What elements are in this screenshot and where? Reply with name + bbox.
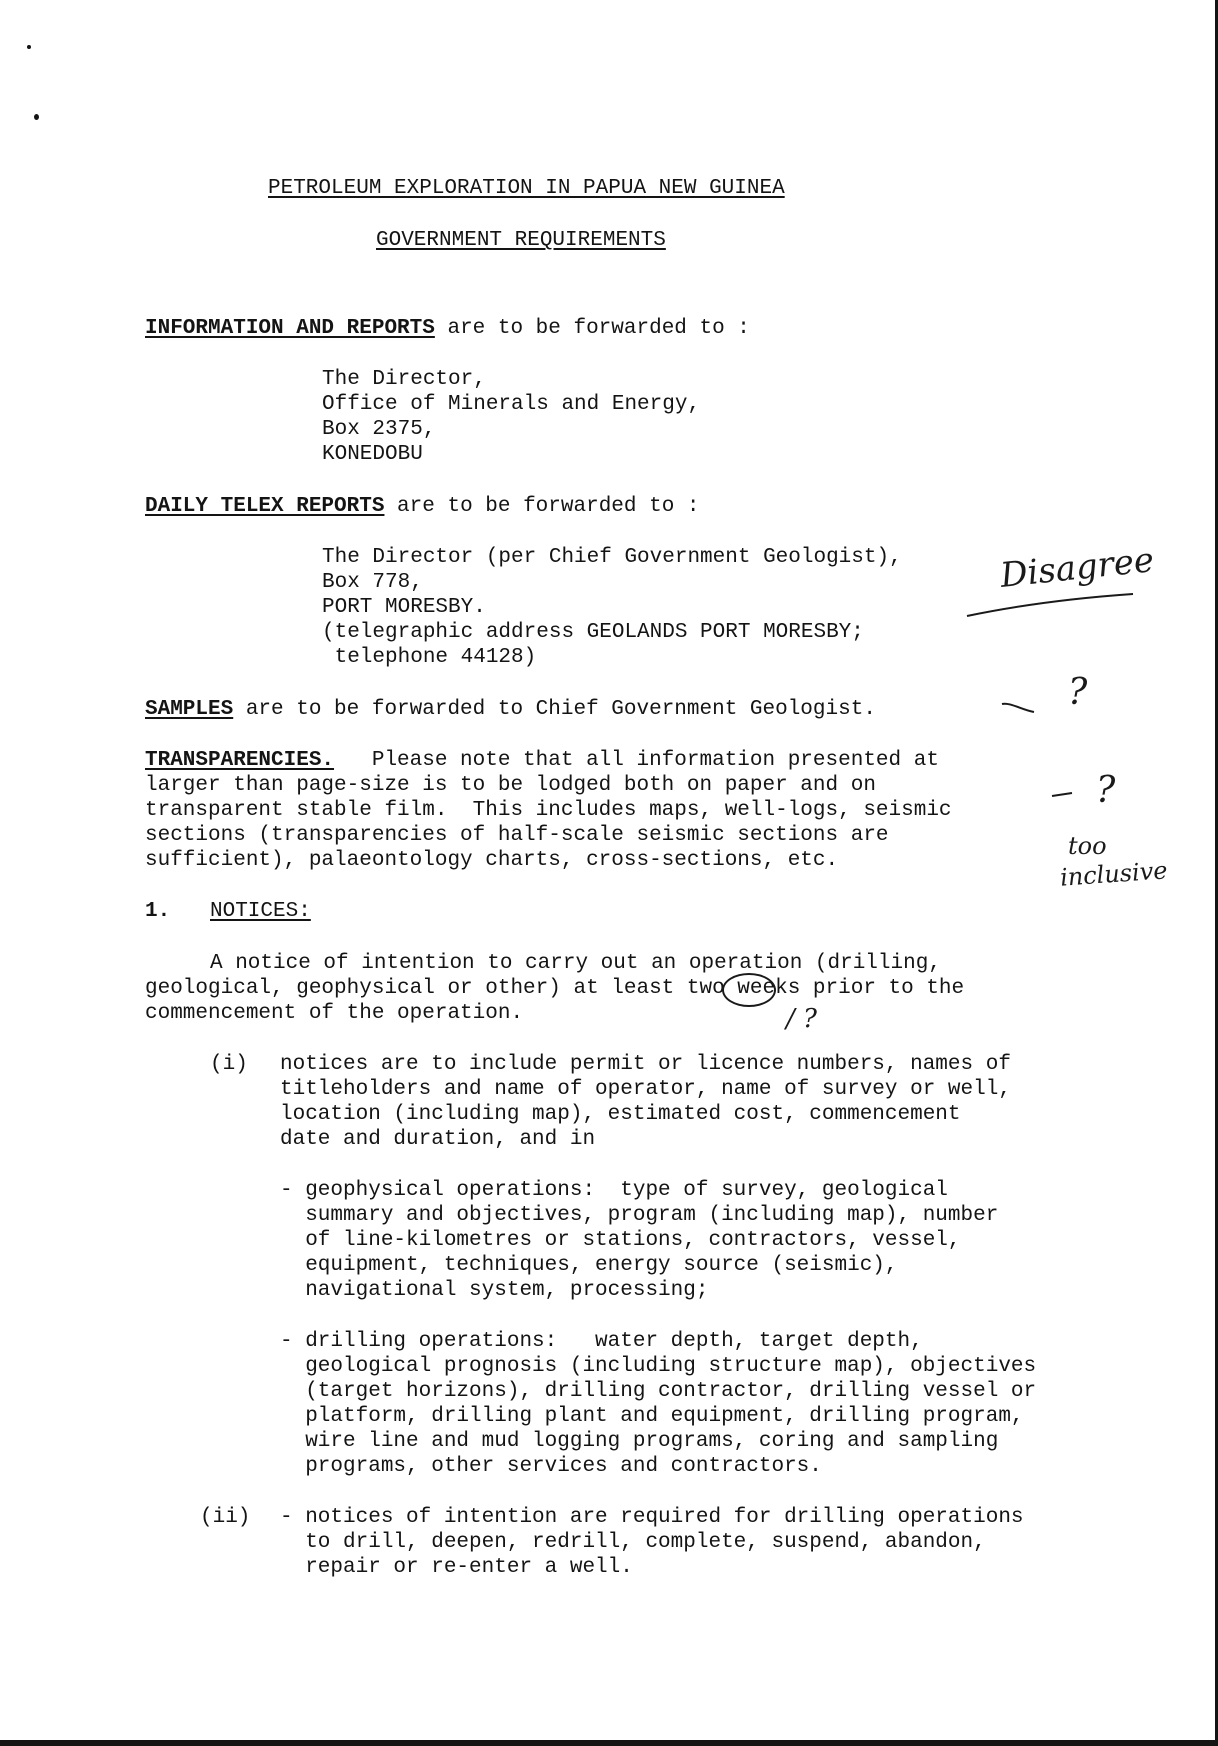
transparencies-line	[145, 748, 939, 773]
transparencies-text: transparent stable film. This includes maps, well-logs, seismic	[145, 799, 952, 822]
geophysical-line: equipment, techniques, energy source (seismic),	[280, 1254, 898, 1277]
telex-address-line: (telegraphic address GEOLANDS PORT MORESBY;	[322, 621, 864, 644]
drilling-line: (target horizons), drilling contractor, drilling vessel or	[280, 1380, 1037, 1403]
handwritten-question-mark: / ?	[786, 1004, 817, 1034]
drilling-line: wire line and mud logging programs, coring and sampling	[280, 1430, 999, 1453]
item-ii-label: (ii)	[200, 1506, 251, 1529]
transparencies-text: sufficient), palaeontology charts, cross-sections, etc.	[145, 849, 839, 872]
notices-intro-line: geological, geophysical or other) at least two weeks prior to the	[145, 977, 965, 1000]
telex-reports-line	[145, 494, 700, 519]
samples-heading: SAMPLES	[145, 698, 234, 721]
item-ii-line: to drill, deepen, redrill, complete, suspend, abandon,	[280, 1531, 986, 1554]
document-subtitle: GOVERNMENT REQUIREMENTS	[376, 229, 666, 252]
document-title: PETROLEUM EXPLORATION IN PAPUA NEW GUINEA	[268, 177, 785, 200]
telex-address-line: PORT MORESBY.	[322, 596, 486, 619]
geophysical-line: navigational system, processing;	[280, 1279, 709, 1302]
address-line: The Director,	[322, 368, 486, 391]
telex-reports-heading: DAILY TELEX REPORTS	[145, 495, 385, 518]
samples-line	[145, 697, 876, 722]
transparencies-text: Please note that all information presented at	[334, 749, 939, 772]
transparencies-text: larger than page-size is to be lodged both on paper and on	[145, 774, 876, 797]
notices-number: 1.	[145, 900, 171, 923]
scan-speck	[27, 45, 31, 49]
notices-intro-line: A notice of intention to carry out an operation (drilling,	[210, 952, 941, 975]
handwritten-stroke	[965, 590, 1135, 620]
drilling-line: platform, drilling plant and equipment, drilling program,	[280, 1405, 1024, 1428]
handwritten-note-too: too	[1068, 832, 1107, 860]
scan-edge-bottom	[0, 1740, 1218, 1746]
geophysical-line: of line-kilometres or stations, contractors, vessel,	[280, 1229, 961, 1252]
drilling-line: - drilling operations: water depth, target depth,	[280, 1330, 923, 1353]
info-reports-heading: INFORMATION AND REPORTS	[145, 317, 435, 340]
info-reports-line	[145, 316, 750, 341]
item-ii-line: - notices of intention are required for drilling operations	[280, 1506, 1024, 1529]
geophysical-line: - geophysical operations: type of survey, geological	[280, 1179, 948, 1202]
telex-address-line: telephone 44128)	[322, 646, 537, 669]
item-i-label: (i)	[210, 1053, 248, 1076]
item-ii-line: repair or re-enter a well.	[280, 1556, 633, 1579]
transparencies-text: sections (transparencies of half-scale seismic sections are	[145, 824, 889, 847]
notices-intro-line: commencement of the operation.	[145, 1002, 524, 1025]
handwritten-note-inclusive: inclusive	[1059, 856, 1169, 892]
telex-address-line: The Director (per Chief Government Geologist),	[322, 546, 902, 569]
address-line: Office of Minerals and Energy,	[322, 393, 701, 416]
telex-address-line: Box 778,	[322, 571, 423, 594]
scan-speck	[34, 114, 39, 120]
telex-reports-tail: are to be forwarded to :	[384, 495, 700, 518]
notices-heading: NOTICES:	[210, 900, 311, 923]
item-i-line: titleholders and name of operator, name of survey or well,	[280, 1078, 1011, 1101]
handwritten-circle-two	[722, 973, 776, 1007]
drilling-line: programs, other services and contractors.	[280, 1455, 822, 1478]
handwritten-dash	[1050, 790, 1074, 800]
handwritten-question-mark: ?	[1068, 672, 1088, 713]
handwritten-note-disagree: Disagree	[998, 540, 1156, 596]
info-reports-tail: are to be forwarded to :	[434, 317, 750, 340]
address-line: KONEDOBU	[322, 443, 423, 466]
address-line: Box 2375,	[322, 418, 436, 441]
item-i-line: location (including map), estimated cost, commencement	[280, 1103, 961, 1126]
drilling-line: geological prognosis (including structure map), objectives	[280, 1355, 1037, 1378]
item-i-line: notices are to include permit or licence numbers, names of	[280, 1053, 1011, 1076]
transparencies-heading: TRANSPARENCIES.	[145, 749, 335, 772]
handwritten-question-mark: ?	[1096, 770, 1116, 811]
samples-tail: are to be forwarded to Chief Government Geologist.	[233, 698, 876, 721]
item-i-line: date and duration, and in	[280, 1128, 596, 1151]
geophysical-line: summary and objectives, program (including map), number	[280, 1204, 999, 1227]
handwritten-dash	[1000, 700, 1036, 716]
